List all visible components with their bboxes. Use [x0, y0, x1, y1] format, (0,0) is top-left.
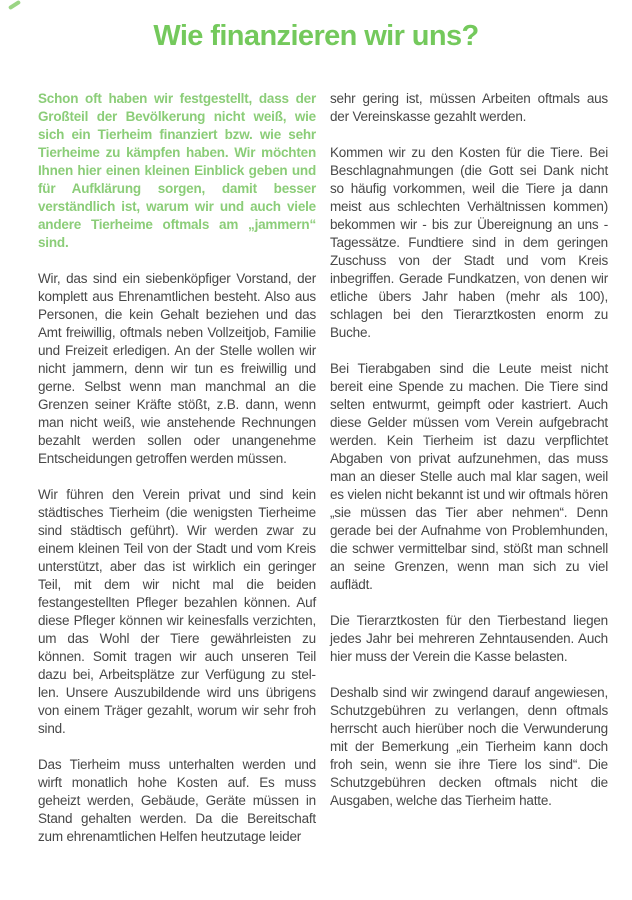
body-paragraph: Das Tierheim muss unterhalten werden und wirft monatlich hohe Kosten auf. Es muss geheizt werden, Gebäude, Geräte müssen in Stand gehalten werden. Da die Bereitschaft zum ehrenamtlichen Helfen heutzutage leider: [38, 757, 316, 844]
body-paragraph: Bei Tierabgaben sind die Leute meist nicht bereit eine Spende zu machen. Die Tiere sind selten entwurmt, geimpft oder kastriert. Auch diese Gelder müssen vom Verein aufgebracht werden. Kein Tierheim ist dazu verpflichtet Abgaben von privat aufzunehmen, das muss man an dieser Stelle auch mal klar sagen, weil es vielen nicht bekannt ist und wir oftmals hören „sie müssen das Tier aber nehmen“. Denn gerade bei der Aufnahme von Problemhunden, die schwer vermittelbar sind, stößt man schnell an seine Grenzen, wenn man sich zu viel auflädt.: [330, 361, 608, 592]
body-paragraph: Wir, das sind ein siebenköpfiger Vorstand, der komplett aus Ehrenamtlichen besteht. Also aus Personen, die kein Gehalt beziehen und das Amt freiwillig, oftmals neben Vollzeitjob, Familie und Freizeit erledigen. An der Stelle wollen wir nicht jammern, denn wir tun es freiwillig und gerne. Selbst wenn man manchmal an die Grenzen seiner Kräfte stößt, z.B. dann, wenn man nicht weiß, wie anstehende Rechnungen bezahlt werden sollen oder unangenehme Entscheidungen getroffen werden müssen.: [38, 271, 316, 466]
body-paragraph: Die Tierarztkosten für den Tierbestand liegen jedes Jahr bei mehreren Zehntausenden. Auch hier muss der Verein die Kasse belasten.: [330, 613, 608, 664]
right-column: [330, 90, 608, 864]
body-paragraph: Wir führen den Verein privat und sind kein städtisches Tierheim (die wenigsten Tierheime sind städtisch geführt). Wir werden zwar zu einem kleinen Teil von der Stadt und vom Kreis unterstützt, aber das ist wirklich ein geringer Teil, mit dem wir nicht mal die beiden festangestellten Pfleger bezahlen können. Auf diese Pfleger können wir keinesfalls verzichten, um das Wohl der Tiere gewährleisten zu können. Somit tragen wir auch unseren Teil dazu bei, Arbeitsplätze zur Verfügung zu stellen. Unsere Auszubildende wird uns übrigens von einem Träger gezahlt, worum wir sehr froh sind.: [38, 487, 316, 736]
left-column: [38, 90, 316, 864]
body-paragraph: Kommen wir zu den Kosten für die Tiere. Bei Beschlagnahmungen (die Gott sei Dank nicht so häufig vorkommen, weil die Tiere ja dann meist aus schlechten Verhältnissen kommen) bekommen wir - bis zur Übereignung an uns - Tagessätze. Fundtiere sind in dem geringen Zuschuss von der Stadt und vom Kreis inbegriffen. Gerade Fundkatzen, von denen wir etliche übers Jahr haben (mehr als 100), schlagen bei den Tierarztkosten enorm zu Buche.: [330, 145, 608, 340]
text-columns: [38, 90, 608, 864]
intro-paragraph: Schon oft haben wir festgestellt, dass der Großteil der Bevölkerung nicht weiß, wie sich ein Tierheim finanziert bzw. wie sehr Tierheime zu kämpfen haben. Wir möchten Ihnen hier einen kleinen Einblick geben und für Aufklärung sorgen, damit besser verständlich ist, warum wir und auch viele andere Tierheime oftmals am „jammern“ sind.: [38, 91, 316, 250]
body-paragraph: Deshalb sind wir zwingend darauf angewiesen, Schutzgebühren zu verlangen, denn oftmals herrscht auch hierüber noch die Verwunderung mit der Bemerkung „ein Tierheim kann doch froh sein, wenn sie ihre Tiere los sind“. Die Schutzgebühren decken oftmals nicht die Ausgaben, welche das Tierheim hatte.: [330, 685, 608, 808]
body-paragraph: sehr gering ist, müssen Arbeiten oftmals aus der Vereinskasse gezahlt werden.: [330, 91, 608, 124]
corner-mark: [8, 0, 21, 10]
page-title: Wie finanzieren wir uns?: [153, 20, 479, 52]
